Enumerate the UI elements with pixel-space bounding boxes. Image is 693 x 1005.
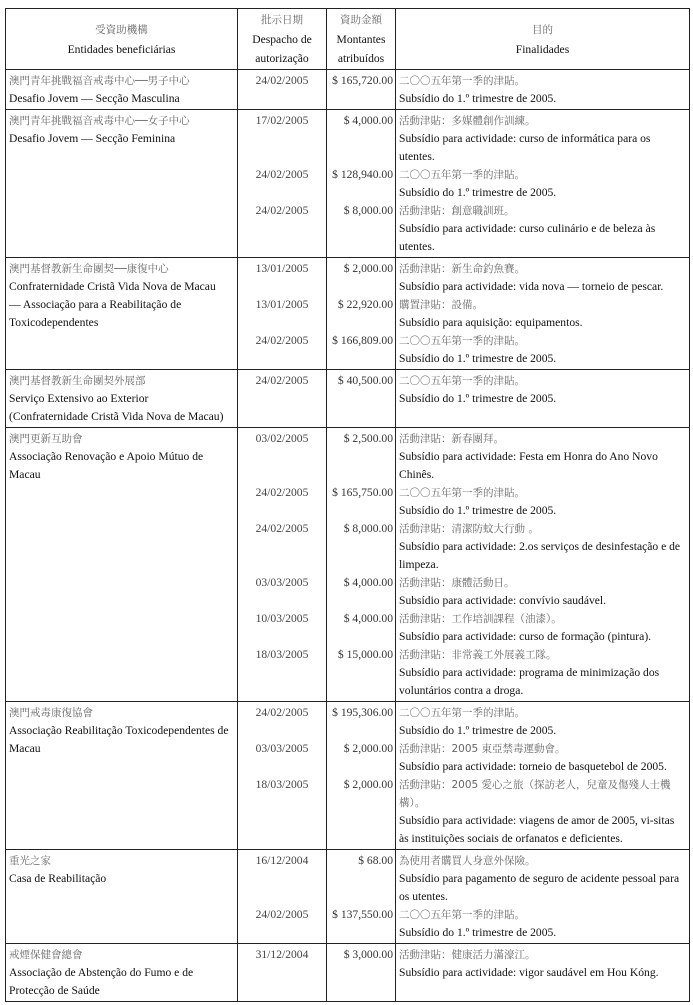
purpose-zh: 二〇〇五年第一季的津貼。 [399,375,525,387]
entity-name-pt: Desafio Jovem — Secção Masculina [9,92,180,105]
purpose-zh: 活動津貼：新春團拜。 [399,433,504,445]
amount-cell: $ 2,000.00 [327,740,396,776]
header-zh: 資助金額 [340,14,382,26]
entity-cell [6,850,238,944]
purpose-zh: 活動津貼：工作培訓課程（油漆）。 [399,613,562,625]
purpose-pt: Subsídio do 1.º trimestre de 2005. [399,352,557,365]
entity-name-zh: 戒煙保健會總會 [9,949,83,961]
entity-name-zh: 澳門青年挑戰福音戒毒中心──女子中心 [9,115,190,127]
purpose-zh: 二〇〇五年第一季的津貼。 [399,909,525,921]
date-cell: 24/02/2005 [238,906,327,944]
entity-cell [6,370,238,428]
purpose-cell [396,520,690,574]
entity-cell [6,702,238,850]
amount-cell: $ 2,000.00 [327,258,396,297]
purpose-pt: Subsídio do 1.º trimestre de 2005. [399,92,557,105]
amount-cell: $ 3,000.00 [327,944,396,1002]
purpose-pt: Subsídio para actividade: torneio de basquetebol de 2005. [399,760,667,773]
purpose-cell [396,484,690,520]
amount-cell: $ 165,720.00 [327,70,396,110]
entity-name-pt: Casa de Reabilitação [9,872,107,885]
header-pt: Montantes atribuídos [336,33,386,65]
header-zh: 受資助機構 [95,23,148,36]
amount-cell: $ 137,550.00 [327,906,396,944]
purpose-zh: 為使用者購買人身意外保險。 [399,855,536,867]
purpose-zh: 活動津貼：非常義工外展義工隊。 [399,649,557,661]
table-body [6,70,690,1002]
purpose-zh: 活動津貼：新生命釣魚賽。 [399,263,525,275]
header-pt: Despacho de autorização [252,33,312,65]
date-cell: 03/02/2005 [238,428,327,485]
purpose-cell [396,944,690,1002]
purpose-cell [396,428,690,485]
purpose-zh: 活動津貼：清潔防蚊大行動 。 [399,523,539,535]
entity-name-zh: 重光之家 [9,855,51,867]
entity-cell [6,428,238,702]
date-cell: 24/02/2005 [238,202,327,258]
purpose-cell [396,646,690,702]
date-cell: 03/03/2005 [238,574,327,610]
date-cell: 24/02/2005 [238,702,327,741]
purpose-cell [396,202,690,258]
amount-cell: $ 2,000.00 [327,776,396,850]
amount-cell: $ 8,000.00 [327,202,396,258]
table-row [6,702,690,741]
amount-cell: $ 166,809.00 [327,332,396,370]
amount-cell: $ 128,940.00 [327,166,396,202]
purpose-cell [396,70,690,110]
purpose-pt: Subsídio para actividade: convívio saudável. [399,594,607,607]
purpose-zh: 二〇〇五年第一季的津貼。 [399,707,525,719]
date-cell: 18/03/2005 [238,646,327,702]
purpose-zh: 二〇〇五年第一季的津貼。 [399,487,525,499]
subsidies-table [5,8,690,1002]
purpose-pt: Subsídio para actividade: 2.os serviços de desinfestação e de limpeza. [399,540,681,571]
amount-cell: $ 195,306.00 [327,702,396,741]
purpose-cell [396,702,690,741]
date-cell: 16/12/2004 [238,850,327,907]
purpose-zh: 活動津貼：康體活動日。 [399,577,515,589]
purpose-pt: Subsídio para actividade: vigor saudável em Hou Kóng. [399,966,659,979]
entity-name-pt: Confraternidade Cristã Vida Nova de Macau — Associação para a Reabilitação de Toxicodependentes [9,280,216,329]
purpose-cell [396,850,690,907]
date-cell: 24/02/2005 [238,520,327,574]
purpose-cell [396,370,690,428]
date-cell: 13/01/2005 [238,296,327,332]
table-row [6,850,690,907]
entity-cell [6,110,238,258]
header-zh: 批示日期 [261,14,303,26]
header-date [238,9,327,70]
amount-cell: $ 68.00 [327,850,396,907]
date-cell: 31/12/2004 [238,944,327,1002]
purpose-pt: Subsídio do 1.º trimestre de 2005. [399,926,557,939]
purpose-zh: 二〇〇五年第一季的津貼。 [399,169,525,181]
date-cell: 10/03/2005 [238,610,327,646]
amount-cell: $ 4,000.00 [327,610,396,646]
entity-cell [6,70,238,110]
date-cell: 13/01/2005 [238,258,327,297]
amount-cell: $ 165,750.00 [327,484,396,520]
purpose-cell [396,296,690,332]
header-entities [6,9,238,70]
purpose-zh: 活動津貼：多媒體創作訓練。 [399,115,536,127]
entity-name-zh: 澳門青年挑戰福音戒毒中心──男子中心 [9,75,190,87]
purpose-cell [396,110,690,167]
purpose-zh: 活動津貼：創意職訓班。 [399,205,515,217]
entity-name-zh: 澳門基督教新生命團契外展部 [9,375,146,387]
purpose-cell [396,906,690,944]
date-cell: 24/02/2005 [238,370,327,428]
header-purpose [396,9,690,70]
date-cell: 03/03/2005 [238,740,327,776]
purpose-pt: Subsídio para actividade: curso culinário e de beleza às utentes. [399,222,656,253]
amount-cell: $ 40,500.00 [327,370,396,428]
purpose-zh: 購置津貼：設備。 [399,299,483,311]
table-row [6,370,690,428]
table-header [6,9,690,70]
entity-cell [6,944,238,1002]
entity-name-pt: Associação de Abstenção do Fumo e de Protecção de Saúde [9,966,194,997]
purpose-pt: Subsídio do 1.º trimestre de 2005. [399,504,557,517]
purpose-pt: Subsídio para actividade: Festa em Honra do Ano Novo Chinês. [399,450,658,481]
purpose-pt: Subsídio para actividade: curso de informática para os utentes. [399,132,651,163]
amount-cell: $ 8,000.00 [327,520,396,574]
header-pt: Entidades beneficiárias [67,42,176,56]
header-pt: Finalidades [515,42,570,56]
table-row [6,428,690,485]
purpose-pt: Subsídio para aquisição: equipamentos. [399,316,583,329]
date-cell: 24/02/2005 [238,70,327,110]
purpose-cell [396,574,690,610]
entity-name-zh: 澳門戒毒康復協會 [9,707,93,719]
amount-cell: $ 22,920.00 [327,296,396,332]
purpose-cell [396,258,690,297]
purpose-cell [396,166,690,202]
entity-name-pt: Serviço Extensivo ao Exterior (Confraternidade Cristã Vida Nova de Macau) [9,392,224,423]
purpose-cell [396,610,690,646]
amount-cell: $ 15,000.00 [327,646,396,702]
entity-name-zh: 澳門更新互助會 [9,433,83,445]
purpose-pt: Subsídio para pagamento de seguro de acidente pessoal para os utentes. [399,872,680,903]
purpose-zh: 活動津貼：2005 愛心之旅（探訪老人，兒童及傷殘人士機構）。 [399,779,671,809]
purpose-pt: Subsídio do 1.º trimestre de 2005. [399,186,557,199]
entity-name-pt: Associação Renovação e Apoio Mútuo de Macau [9,450,204,481]
purpose-pt: Subsídio para actividade: programa de minimização dos voluntários contra a droga. [399,666,660,697]
purpose-pt: Subsídio para actividade: curso de formação (pintura). [399,630,652,643]
date-cell: 24/02/2005 [238,484,327,520]
purpose-pt: Subsídio para actividade: viagens de amor de 2005, vi-sitas às instituições sociais de orfanatos e deficientes. [399,814,675,845]
purpose-cell [396,332,690,370]
purpose-pt: Subsídio para actividade: vida nova — torneio de pescar. [399,280,664,293]
entity-name-pt: Desafio Jovem — Secção Feminina [9,132,176,145]
header-zh: 目的 [532,23,553,36]
header-amount [327,9,396,70]
purpose-cell [396,776,690,850]
amount-cell: $ 4,000.00 [327,574,396,610]
date-cell: 24/02/2005 [238,166,327,202]
entity-name-zh: 澳門基督教新生命團契──康復中心 [9,263,169,275]
date-cell: 18/03/2005 [238,776,327,850]
purpose-zh: 二〇〇五年第一季的津貼。 [399,75,525,87]
table-row [6,70,690,110]
purpose-zh: 活動津貼：健康活力滿濠江。 [399,949,536,961]
table-row [6,110,690,167]
purpose-zh: 活動津貼：2005 東亞禁毒運動會。 [399,743,566,755]
amount-cell: $ 4,000.00 [327,110,396,167]
table-row [6,258,690,297]
purpose-pt: Subsídio do 1.º trimestre de 2005. [399,724,557,737]
entity-name-pt: Associação Reabilitação Toxicodependentes de Macau [9,724,229,755]
table-row [6,944,690,1002]
purpose-pt: Subsídio do 1.º trimestre de 2005. [399,392,557,405]
date-cell: 24/02/2005 [238,332,327,370]
purpose-cell [396,740,690,776]
entity-cell [6,258,238,370]
purpose-zh: 二〇〇五年第一季的津貼。 [399,335,525,347]
amount-cell: $ 2,500.00 [327,428,396,485]
date-cell: 17/02/2005 [238,110,327,167]
